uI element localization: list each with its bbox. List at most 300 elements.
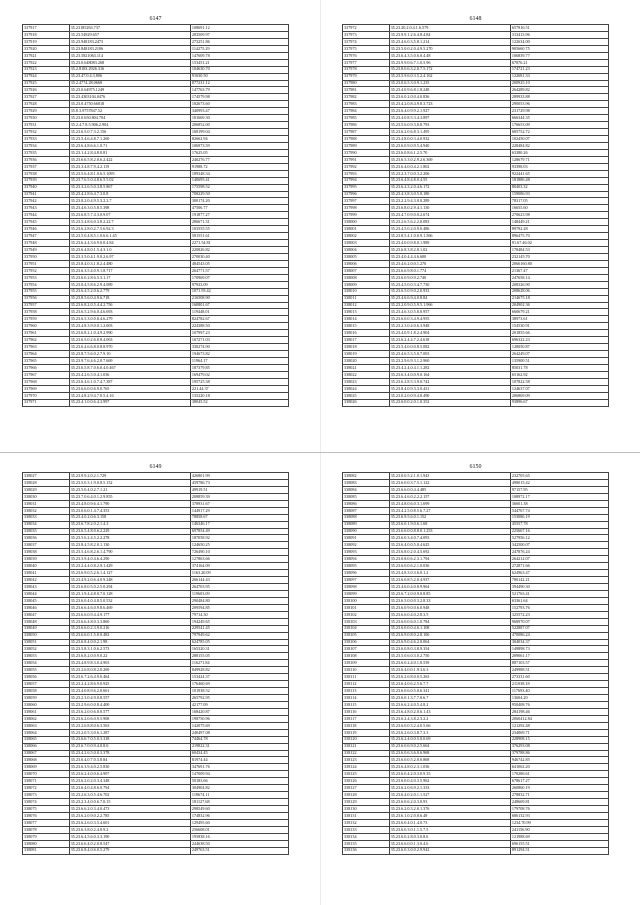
table-row [343,736,609,743]
code-cell: 35.23.6.4.8.0.2.0.6.1.43 [389,708,510,715]
value-cell: 522887.07 [510,625,608,632]
value-cell: 65162.92 [510,371,608,378]
value-cell: 78317.05 [510,198,608,205]
code-cell: 35.23.6.0.3.0.1.1.5.7.5 [389,826,510,833]
table-row [343,646,609,653]
code-cell: 35.23.6.2.6.0.3.8.7.3.3 [389,729,510,736]
id-cell: 338123 [343,757,390,764]
value-cell: 118674.11 [190,792,288,799]
table-row [343,142,609,149]
table-row [343,500,609,507]
value-cell: 175598.52 [190,184,288,191]
value-cell: 220826.82 [190,247,288,254]
id-cell: 338051 [23,639,70,646]
table-row [23,80,289,87]
value-cell: 154530.91 [510,323,608,330]
value-cell: 208326.90 [510,281,608,288]
page-number: 6148 [469,16,482,22]
id-cell: 338040 [23,563,70,570]
table-row [343,87,609,94]
code-cell: 35.23.4.8.0.0.3.4.0.932 [389,136,510,143]
value-cell: 247876.24 [510,549,608,556]
code-cell: 35.23.6.0.8.6.1.2.5.70 [389,149,510,156]
table-row [23,493,289,500]
code-cell: 35.23.6.0.6.2.0.3.0.93 [389,799,510,806]
table-row [23,87,289,94]
code-cell: 35.23.6.2.6.0.3.5.4.601 [69,819,190,826]
value-cell: 170286.61 [510,771,608,778]
code-cell: 35.23.6.0.8.0.3.8.9.354 [389,646,510,653]
value-cell: 678617.27 [510,778,608,785]
id-cell: 338030 [23,493,70,500]
code-cell: 35.23.4.1.0.0.6.4.3.997 [69,399,190,406]
table-row [343,399,609,406]
value-cell: 45557.78 [510,521,608,528]
code-cell: 35.23.2.3.0.4.0.6.3.948 [389,323,510,330]
id-cell: 338006 [343,260,390,267]
value-cell: 891294.51 [510,847,608,854]
code-cell: 35.23.6.2.8.0.2.7.5.6.92.3 [69,226,190,233]
id-cell: 338009 [343,281,390,288]
id-cell: 337959 [23,316,70,323]
code-cell: 35.23.4.2.6.5.0.0.3.378 [69,750,190,757]
id-cell: 338107 [343,646,390,653]
code-cell: 35.23.6.2.4.0.0.5.0.0.69 [389,736,510,743]
value-cell: 191877.27 [190,212,288,219]
table-row [23,604,289,611]
page-number: 6147 [149,16,162,22]
table-row [343,604,609,611]
id-cell: 337932 [23,129,70,136]
code-cell: 35.23.6.0.2.0.0.4.0.836 [389,94,510,101]
code-cell: 35.23.2.6.8.0.8.2.0.269 [69,667,190,674]
table-row [23,337,289,344]
value-cell: 147609.78 [190,52,288,59]
value-cell: 340993.47 [190,108,288,115]
code-cell: 35.23.6.0.4.2.0.3.0.9.35 [389,771,510,778]
id-cell: 338039 [23,556,70,563]
code-cell: 35.23.5.0.4.8.5.1.0.6.6.1.45 [69,233,190,240]
value-cell: 330274.90 [190,344,288,351]
value-cell: 232145.70 [510,253,608,260]
code-cell: 35.23.6.3.9.4.0.2.5.830 [69,764,190,771]
value-cell: 106973.59 [190,142,288,149]
id-cell: 337923 [23,66,70,73]
id-cell: 338055 [23,667,70,674]
value-cell: 214675.18 [510,295,608,302]
code-cell: 35.23.6.3.4.0.0.9.0.164 [389,371,510,378]
value-cell: 181669.30 [190,115,288,122]
table-row [23,750,289,757]
id-cell: 337936 [23,156,70,163]
value-cell: 1163.20.09 [190,570,288,577]
id-cell: 338072 [23,785,70,792]
value-cell: 241156.90 [510,826,608,833]
id-cell: 338020 [343,358,390,365]
id-cell: 338108 [343,653,390,660]
value-cell: 101938.52 [190,688,288,695]
code-cell: 35.23.2.4.2.8.6.9.0.925 [69,681,190,688]
value-cell: 264289.82 [510,87,608,94]
code-cell: 35.23.6.4.8.0.1.5.4.3.1.0 [69,247,190,254]
code-cell: 35.23.6.5.0.7.3.2.156 [69,129,190,136]
table-row [23,625,289,632]
value-cell: 79714.30 [190,611,288,618]
table-row [23,590,289,597]
table-row [343,493,609,500]
table-row [343,94,609,101]
table-row [23,778,289,785]
id-cell: 337947 [23,233,70,240]
table-row [23,785,289,792]
id-cell: 338013 [343,309,390,316]
table-row [23,792,289,799]
id-cell: 338057 [23,681,70,688]
id-cell: 338116 [343,708,390,715]
value-cell: 624785.05 [190,639,288,646]
table-row [343,25,609,32]
id-cell: 338062 [23,715,70,722]
table-row [343,129,609,136]
code-cell: 35.23.8.5.6.0.4.9.6.718 [69,295,190,302]
id-cell: 338112 [343,681,390,688]
id-cell: 338021 [343,364,390,371]
value-cell: 641062.20 [510,764,608,771]
value-cell: 122634.00 [510,38,608,45]
value-cell: 304904.82 [190,785,288,792]
code-cell: 35.23.6.8.0.2.9.4.1.130 [389,205,510,212]
id-cell: 337974 [343,38,390,45]
value-cell: 304034.37 [510,639,608,646]
code-cell: 35.23.5.9.6.0.3.5.2.4.162 [389,73,510,80]
value-cell: 17625.05 [190,149,288,156]
table-row [23,667,289,674]
id-cell: 337941 [23,191,70,198]
value-cell: 824782.67 [190,316,288,323]
code-cell: 35.23.4.2.0.8.4.9.8.3.723 [389,101,510,108]
table-row [23,288,289,295]
id-cell: 338058 [23,688,70,695]
table-row [343,507,609,514]
table-row [343,371,609,378]
id-cell: 337954 [23,281,70,288]
table-row [23,122,289,129]
value-cell: 128050.87 [510,344,608,351]
value-cell: 36601.38 [510,500,608,507]
id-cell: 337965 [23,358,70,365]
id-cell: 338114 [343,695,390,702]
table-row [23,514,289,521]
code-cell: 35.23.6.7.8.2.0.2.1.4.3 [69,521,190,528]
table-row [343,570,609,577]
table-row [343,486,609,493]
id-cell: 337928 [23,101,70,108]
id-cell: 337938 [23,170,70,177]
table-row [23,577,289,584]
code-cell: 35.23.6.6.7.0.5.0.3.318 [69,736,190,743]
id-cell: 338085 [343,493,390,500]
table-row [23,94,289,101]
value-cell: 146346.17 [190,521,288,528]
code-cell: 35.23.4303104.0476 [69,94,190,101]
code-cell: 35.23.6.4.0.0.4.2.1.802 [389,163,510,170]
code-cell: 35.23.5.4.6.4.8.7.1.260 [69,136,190,143]
id-cell: 337996 [343,191,390,198]
id-cell: 338103 [343,618,390,625]
id-cell: 337984 [343,108,390,115]
code-cell: 35.23.8.2.0.4.9.5.3.2.2.7 [69,198,190,205]
value-cell: 374164.09 [190,563,288,570]
table-row [343,729,609,736]
data-table [342,472,609,855]
table-row [343,38,609,45]
id-cell: 337944 [23,212,70,219]
table-row [23,281,289,288]
table-row [343,833,609,840]
value-cell: 140695.41 [190,177,288,184]
value-cell: 264771.57 [190,267,288,274]
table-row [23,819,289,826]
code-cell: 35.23.4.5.0.0.3.4.7.730 [389,281,510,288]
value-cell: 178484.53 [510,247,608,254]
id-cell: 338100 [343,597,390,604]
id-cell: 337949 [23,247,70,254]
table-row [343,31,609,38]
value-cell: 103555.55 [190,226,288,233]
table-row [343,840,609,847]
value-cell: 168199.04 [190,129,288,136]
table-row [343,281,609,288]
code-cell: 35.23.54929.657 [69,31,190,38]
id-cell: 338029 [23,486,70,493]
id-cell: 337982 [343,94,390,101]
code-cell: 35.23.0.2.0.0.9.4.0.490 [389,392,510,399]
id-cell: 337937 [23,163,70,170]
code-cell: 35.23.6.9.0.8.0.2.8.106 [389,632,510,639]
code-cell: 35.23.6.0.4.0.1.4.0.73 [389,819,510,826]
table-row [343,542,609,549]
id-cell: 338128 [343,792,390,799]
id-cell: 337989 [343,142,390,149]
table-row [23,219,289,226]
id-cell: 337966 [23,364,70,371]
value-cell: 877231.12 [190,80,288,87]
id-cell: 338101 [343,604,390,611]
table-row [23,316,289,323]
id-cell: 338079 [23,833,70,840]
id-cell: 338134 [343,833,390,840]
table-row [23,205,289,212]
id-cell: 338091 [343,535,390,542]
value-cell: 122681.33 [510,73,608,80]
table-row [23,267,289,274]
value-cell: 1234.70.99 [510,819,608,826]
code-cell: 35.23.6.7.2.6.4.9.0.464 [69,674,190,681]
code-cell: 35.23.5.4.8.6.0.3.8.2.22.7 [69,219,190,226]
table-row [343,597,609,604]
code-cell: 35.23.5.0.4.0.2.7.1.21 [69,486,190,493]
value-cell: 147009.94 [190,771,288,778]
id-cell: 338089 [343,521,390,528]
id-cell: 337992 [343,163,390,170]
id-cell: 337946 [23,226,70,233]
code-cell: 35.23.5.6.4.8.1.0.6.5.1095 [69,170,190,177]
code-cell: 35.23.6.4.0.7.0.3.8.84 [69,757,190,764]
code-cell: 35.23.2.0.5.3.0.6.1.287 [69,729,190,736]
value-cell: 685752.72 [510,129,608,136]
table-row [343,149,609,156]
value-cell: 922441.65 [510,170,608,177]
id-cell: 338082 [343,473,390,480]
table-row [23,344,289,351]
id-cell: 338037 [23,542,70,549]
value-cell: 887103.57 [510,660,608,667]
id-cell: 337952 [23,267,70,274]
code-cell: 35.23.6.9.5.6.0.1.152 [389,514,510,521]
value-cell: 167271.03 [190,337,288,344]
table-row [23,323,289,330]
table-row [343,563,609,570]
id-cell: 338011 [343,295,390,302]
table-row [23,149,289,156]
table-row [343,514,609,521]
table-row [343,163,609,170]
table-row [23,371,289,378]
value-cell: 283509.97 [190,31,288,38]
data-table [22,472,289,855]
code-cell: 35.23.4.0.8.5.3.4.3.897 [389,115,510,122]
table-row [343,267,609,274]
id-cell: 338135 [343,840,390,847]
table-row [343,549,609,556]
id-cell: 338047 [23,611,70,618]
table-panel-3 [22,462,289,855]
code-cell: 35.23.6.6.4.8.0.3.3.860 [69,618,190,625]
value-cell: 624963.47 [510,570,608,577]
table-row [23,66,289,73]
table-row [343,722,609,729]
id-cell: 338032 [23,507,70,514]
code-cell: 35.23.6.0.3.4.0.7.4.093 [389,535,510,542]
table-row [343,66,609,73]
id-cell: 338007 [343,267,390,274]
table-row [343,302,609,309]
table-row [23,722,289,729]
id-cell: 338023 [343,378,390,385]
id-cell: 338111 [343,674,390,681]
id-cell: 338088 [343,514,390,521]
table-row [343,681,609,688]
id-cell: 337972 [343,25,390,32]
code-cell: 35.23.6.0.0.6.0.1.0.784 [389,618,510,625]
code-cell: 35.23.6.2.0.6.0.9.5.908 [69,715,190,722]
code-cell: 35.23.4.0.9.6.8.1.8.248 [389,87,510,94]
table-row [23,660,289,667]
table-row [23,736,289,743]
table-row [23,611,289,618]
table-row [23,708,289,715]
table-row [343,653,609,660]
code-cell: 35.23.6.6.0.0.1.3.0.4.6 [389,840,510,847]
id-cell: 337980 [343,80,390,87]
id-cell: 338041 [23,570,70,577]
code-cell: 35.23.8.4.5.8.2.0.1.130 [69,542,190,549]
value-cell: 248669.81 [510,799,608,806]
table-row [343,674,609,681]
table-row [23,364,289,371]
page-number: 6150 [469,464,482,470]
table-row [23,521,289,528]
id-cell: 337976 [343,52,390,59]
value-cell: 108691.12 [190,25,288,32]
id-cell: 338121 [343,743,390,750]
table-row [23,309,289,316]
id-cell: 337977 [343,59,390,66]
code-cell: 35.23.6.4.6.6.8.0.8.8.970 [69,344,190,351]
value-cell: 2271.54.81 [190,240,288,247]
value-cell: 206852.00 [190,122,288,129]
id-cell: 338098 [343,584,390,591]
code-cell: 35.23.0.650.804.704 [69,115,190,122]
id-cell: 337981 [343,87,390,94]
code-cell: 35.23.6.8.5.7.4.3.0.9.07 [69,212,190,219]
code-cell: 35.23.5.0.6.0.3.0.2.750 [389,653,510,660]
table-row [23,136,289,143]
value-cell: 91630.50 [190,73,288,80]
id-cell: 338045 [23,597,70,604]
table-row [343,812,609,819]
table-row [23,812,289,819]
code-cell: 35.23.8.7.5.6.0.2.7.9.10 [69,351,190,358]
id-cell: 338050 [23,632,70,639]
code-cell: 35.23.6.6.2.4.0.5.4.8.2 [389,701,510,708]
table-row [343,115,609,122]
value-cell: 426801.99 [190,473,288,480]
value-cell: 260860.19 [510,785,608,792]
table-row [23,486,289,493]
code-cell: 35.2.8183.2926.316 [69,66,190,73]
value-cell: 124650.25 [190,542,288,549]
table-row [23,52,289,59]
table-row [343,743,609,750]
value-cell: 187058.92 [190,535,288,542]
value-cell: 121292.48 [510,722,608,729]
value-cell: 696322.23 [510,337,608,344]
table-row [343,226,609,233]
code-cell: 35.23.6.5.0.9.0.2.0.933 [389,288,510,295]
table-row [23,385,289,392]
code-cell: 35.23.6.4.6.1.0.7.4.7.387 [69,378,190,385]
value-cell: 278832.71 [510,792,608,799]
table-row [343,344,609,351]
table-row [23,198,289,205]
table-row [23,715,289,722]
id-cell: 338083 [343,479,390,486]
value-cell: 264212.07 [510,556,608,563]
value-cell: 153086.19 [510,514,608,521]
value-cell: 93398.03 [510,163,608,170]
value-cell: 147763.79 [190,87,288,94]
table-row [343,473,609,480]
table-row [343,819,609,826]
value-cell: 204902.36 [510,302,608,309]
code-cell: 35.23.2.9.6.9.3.1.2.960 [389,358,510,365]
code-cell: 35.23185263.737 [69,25,190,32]
id-cell: 338070 [23,771,70,778]
value-cell: 780142.21 [510,577,608,584]
value-cell: 208628.06 [510,288,608,295]
code-cell: 35.23.5.4.0.0.0.8.5.082 [389,344,510,351]
